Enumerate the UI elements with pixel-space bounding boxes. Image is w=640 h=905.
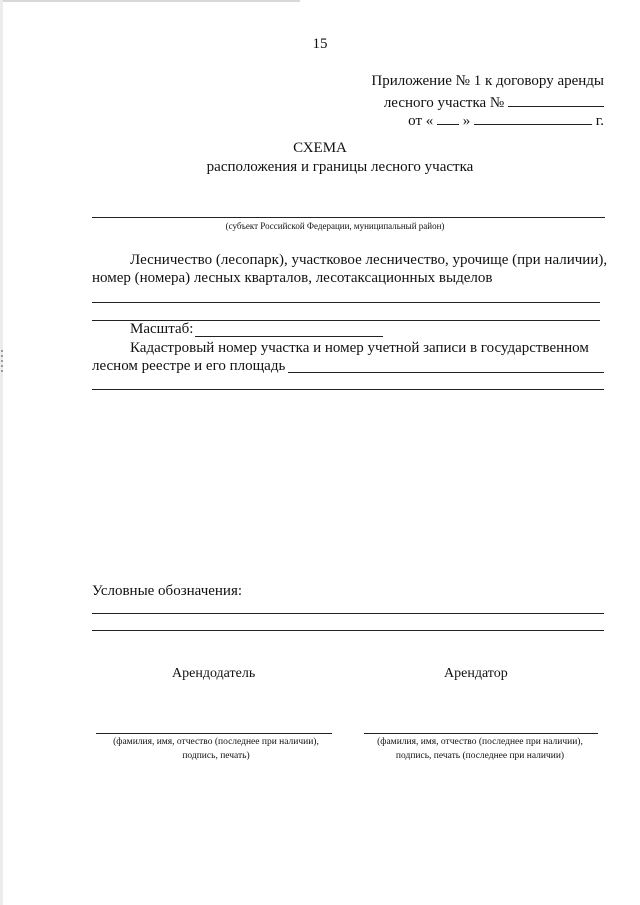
date-year-suffix: г. <box>595 113 604 129</box>
cadastral-blank-line-2 <box>92 389 604 390</box>
forestry-blank-line-1 <box>92 302 600 303</box>
scale-blank-line <box>195 336 383 337</box>
date-close-quote: » <box>462 113 471 129</box>
date-month-blank <box>474 110 592 125</box>
page-number: 15 <box>312 36 328 52</box>
lessor-caption <box>96 735 336 763</box>
lessor-caption-line1: (фамилия, имя, отчество (последнее при наличии), <box>113 737 319 747</box>
schema-subtitle: расположения и границы лесного участка <box>206 159 474 175</box>
date-day-blank <box>437 110 459 125</box>
forestry-text-line1: Лесничество (лесопарк), участковое лесничество, урочище (при наличии), <box>130 252 608 268</box>
lessee-caption <box>360 735 600 763</box>
lease-number-line <box>384 92 604 112</box>
scan-artifact-ticks <box>1 350 3 372</box>
lessee-caption-line1: (фамилия, имя, отчество (последнее при наличии), <box>377 737 583 747</box>
lease-number-label: лесного участка № <box>383 95 505 111</box>
cadastral-blank-line-1 <box>288 372 604 373</box>
scan-edge-left <box>0 0 3 905</box>
scan-edge-top <box>0 0 300 2</box>
appendix-title: Приложение № 1 к договору аренды <box>371 73 604 89</box>
lessee-signature-line <box>364 733 598 734</box>
lessor-caption-line2: подпись, печать) <box>182 751 250 761</box>
lessor-signature-line <box>96 733 332 734</box>
lessee-title: Арендатор <box>444 666 508 681</box>
lease-date-line <box>408 110 604 130</box>
schema-title: СХЕМА <box>293 140 347 156</box>
forestry-text-line2: номер (номера) лесных кварталов, лесотаксационных выделов <box>92 270 493 286</box>
scale-label: Масштаб: <box>130 321 194 337</box>
cadastral-text-line2: лесном реестре и его площадь <box>92 358 286 374</box>
subject-blank-line <box>92 217 605 218</box>
legend-blank-line-2 <box>92 630 604 631</box>
lessor-title: Арендодатель <box>172 666 256 681</box>
subject-caption: (субъект Российской Федерации, муниципальный район) <box>225 221 445 231</box>
lease-number-blank <box>508 92 604 107</box>
legend-label: Условные обозначения: <box>92 583 243 599</box>
date-open-quote: от « <box>408 113 434 129</box>
lessee-caption-line2: подпись, печать (последнее при наличии) <box>395 751 565 761</box>
cadastral-text-line1: Кадастровый номер участка и номер учетной записи в государственном <box>130 340 589 356</box>
legend-blank-line-1 <box>92 613 604 614</box>
